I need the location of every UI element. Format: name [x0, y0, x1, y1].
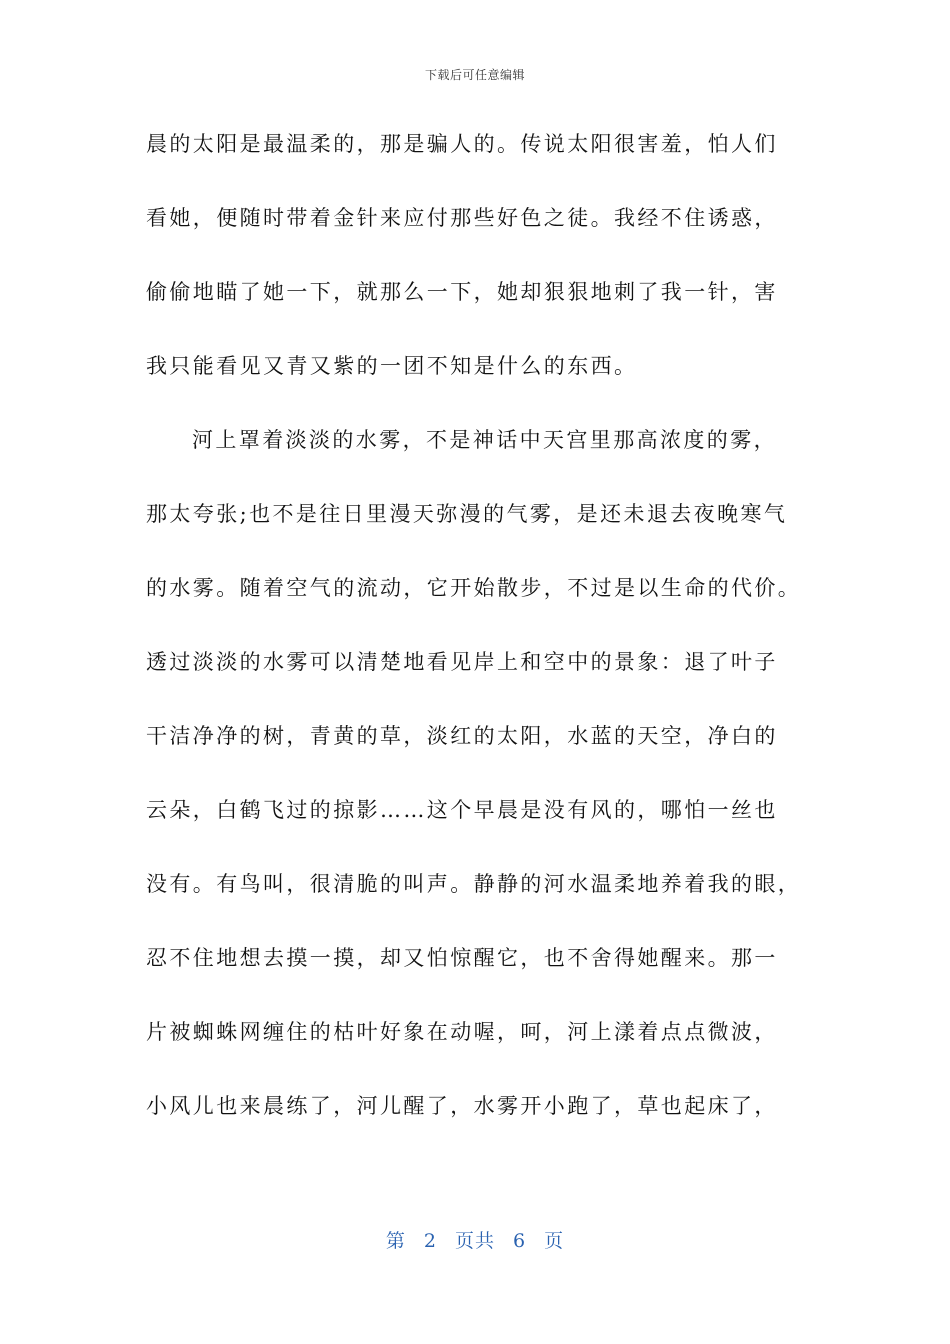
text-line-7: 的水雾。随着空气的流动，它开始散步，不过是以生命的代价。: [146, 576, 802, 600]
text-line-12: 忍不住地想去摸一摸，却又怕惊醒它，也不舍得她醒来。那一: [146, 946, 778, 970]
footer-page-number: 2: [423, 1230, 437, 1252]
text-line-11: 没有。有鸟叫，很清脆的叫声。静静的河水温柔地养着我的眼，: [146, 872, 802, 896]
text-line-10: 云朵，白鹤飞过的掠影……这个早晨是没有风的，哪怕一丝也: [146, 798, 778, 822]
text-line-3: 偷偷地瞄了她一下，就那么一下，她却狠狠地刺了我一针，害: [146, 280, 778, 304]
footer-prefix: 第: [385, 1230, 406, 1252]
text-line-13: 片被蜘蛛网缠住的枯叶好象在动喔，呵，河上漾着点点微波，: [146, 1020, 778, 1044]
text-line-9: 干洁净净的树，青黄的草，淡红的太阳，水蓝的天空，净白的: [146, 724, 778, 748]
document-body: [146, 124, 816, 1160]
text-line-6: 那太夸张;也不是往日里漫天弥漫的气雾，是还未退去夜晚寒气: [146, 502, 788, 526]
footer-suffix: 页: [544, 1230, 565, 1252]
page-header: 下载后可任意编辑: [424, 68, 525, 82]
footer-middle: 页共: [454, 1230, 495, 1252]
footer-total-pages: 6: [513, 1230, 527, 1252]
text-line-8: 透过淡淡的水雾可以清楚地看见岸上和空中的景象：退了叶子: [146, 650, 778, 674]
text-line-4: 我只能看见又青又紫的一团不知是什么的东西。: [146, 354, 638, 378]
text-line-2: 看她，便随时带着金针来应付那些好色之徒。我经不住诱惑，: [146, 206, 778, 230]
text-line-1: 晨的太阳是最温柔的，那是骗人的。传说太阳很害羞，怕人们: [146, 132, 778, 156]
text-line-5: 河上罩着淡淡的水雾，不是神话中天宫里那高浓度的雾，: [192, 428, 777, 452]
page-footer: [0, 1226, 950, 1253]
text-line-14: 小风儿也来晨练了，河儿醒了，水雾开小跑了，草也起床了，: [146, 1094, 778, 1118]
